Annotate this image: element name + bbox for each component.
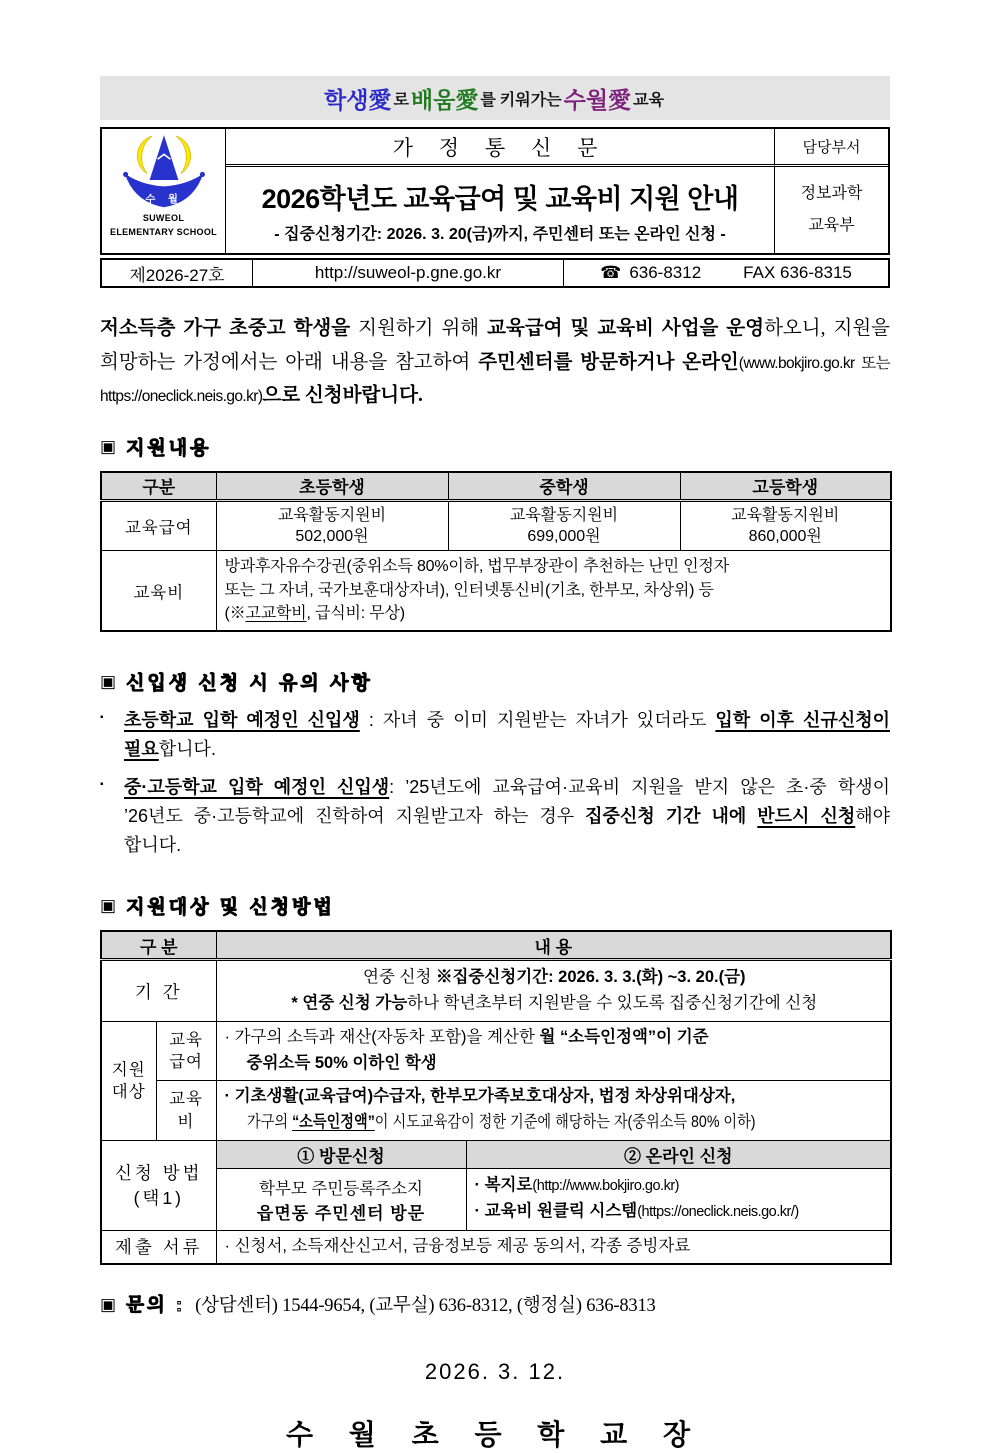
- visit-method-header: ① 방문신청: [216, 1140, 466, 1168]
- target-benefit-row: [101, 1022, 891, 1081]
- edu-fee-row: [101, 551, 891, 631]
- edu-fee-line3-pre: (※: [224, 604, 246, 622]
- b1-head: 초등학교 입학 예정인 신입생: [124, 709, 360, 730]
- edu-benefit-label: 교육급여: [101, 501, 216, 551]
- col-header-middle: 중학생: [448, 472, 680, 501]
- t2-line2-rest: 이 시도교육감이 정한 기준에 해당하는 자(중위소득 80% 이하): [374, 1113, 756, 1132]
- section-title-newcomers: 신입생 신청 시 유의 사항: [126, 672, 373, 694]
- target-benefit-line1: [225, 1025, 885, 1051]
- apply-table-header-row: [101, 931, 891, 960]
- edu-benefit-middle: [448, 501, 680, 551]
- edu-fee-description: [216, 551, 891, 631]
- document-number: 제2026-27호: [129, 265, 225, 285]
- visit-line1: 학부모 주민등록주소지: [259, 1179, 423, 1198]
- online-method-content: [466, 1168, 891, 1230]
- method-label-line2: (택1): [133, 1188, 184, 1209]
- online2-name: · 교육비 원클릭 시스템: [474, 1201, 638, 1220]
- period-line1-dates: ※집중신청기간: 2026. 3. 3.(화) ~3. 20.(금): [435, 968, 746, 987]
- sublabel-line2: 비: [177, 1112, 195, 1131]
- contact-numbers: (상담센터) 1544-9654, (교무실) 636-8312, (행정실) 636-8313: [195, 1296, 656, 1317]
- documents-label: 제출 서류: [101, 1230, 216, 1264]
- t1-line1-bold: 월 “소득인정액”이 기준: [539, 1028, 709, 1047]
- t1-line1-pre: · 가구의 소득과 재산(자동차 포함)을 계산한: [224, 1028, 540, 1047]
- apply-col-header-content: 내 용: [216, 931, 891, 960]
- section-heading-apply: [100, 892, 890, 919]
- notice-page: [100, 0, 890, 1453]
- target-fee-content: [216, 1081, 891, 1140]
- intro-paragraph: [100, 312, 890, 413]
- b2-em: 반드시 신청: [757, 806, 856, 827]
- page-title: 2026학년도 교육급여 및 교육비 지원 안내: [261, 183, 739, 214]
- logo-en-line1: SUWEOL: [142, 213, 185, 223]
- benefit-name: 교육활동지원비: [277, 507, 387, 525]
- visit-line2: 읍면동 주민센터 방문: [256, 1203, 426, 1223]
- slogan-connector-1: 로: [393, 91, 409, 109]
- section-marker-icon: ▣: [100, 436, 117, 456]
- logo-en-line2: ELEMENTARY SCHOOL: [110, 226, 217, 237]
- b2-bold: 집중신청 기간 내에: [585, 806, 758, 827]
- target-benefit-content: [216, 1022, 891, 1081]
- contact-line: [100, 1291, 890, 1317]
- section-marker-icon: ▣: [100, 671, 117, 691]
- apply-col-header-category: 구 분: [101, 931, 216, 960]
- t2-line2-underlined: “소득인정액”: [291, 1113, 375, 1132]
- phone-icon: ☎: [600, 263, 622, 282]
- intro-seg-5: 주민센터를 방문하거나 온라인: [478, 351, 739, 373]
- documents-content: · 신청서, 소득재산신고서, 금융정보등 제공 동의서, 각종 증빙자료: [216, 1230, 891, 1264]
- sublabel-line2: 급여: [169, 1053, 203, 1072]
- period-line2-star: *: [291, 993, 303, 1012]
- online-item-bokjiro: [475, 1173, 885, 1199]
- target-fee-row: [101, 1081, 891, 1140]
- edu-fee-line2: 또는 그 자녀, 국가보훈대상자녀), 인터넷통신비(기초, 한부모, 차상위) 등: [224, 581, 714, 599]
- logo-english-name: [110, 212, 217, 239]
- benefit-amount: 502,000원: [295, 528, 369, 546]
- method-header-row: [101, 1140, 891, 1168]
- benefit-name: 교육활동지원비: [509, 507, 619, 525]
- intro-seg-1: 저소득층 가구 초중고 학생을: [100, 318, 351, 339]
- b1-tail: 합니다.: [158, 738, 216, 759]
- school-emblem-icon: [116, 132, 212, 212]
- slogan-connector-2: 를 키워가는: [480, 91, 562, 109]
- b1-mid: : 자녀 중 이미 지원받는 자녀가 있더라도: [359, 709, 716, 730]
- dept-name-line2: 교육부: [808, 217, 855, 234]
- period-content: [216, 960, 891, 1022]
- notice-bullet-elementary-text: [124, 706, 890, 764]
- page-subtitle: - 집중신청기간: 2026. 3. 20(금)까지, 주민센터 또는 온라인 신청 -: [274, 225, 726, 243]
- online1-name: · 복지로: [474, 1176, 533, 1195]
- section-heading-newcomers: [100, 668, 890, 695]
- period-line2: [225, 991, 885, 1017]
- target-benefit-sublabel: [156, 1022, 216, 1081]
- benefit-name: 교육활동지원비: [731, 507, 840, 525]
- dept-name: [774, 167, 888, 253]
- b2-tail: 해야 합니다.: [124, 806, 891, 856]
- support-table-header-row: [101, 472, 891, 501]
- target-label-line2: 대상: [111, 1082, 146, 1101]
- t2-line2-pre: 가구의: [246, 1113, 292, 1132]
- school-fax: FAX 636-8315: [743, 263, 852, 282]
- edu-benefit-elementary: [216, 501, 448, 551]
- intro-seg-2: 지원하기 위해: [350, 318, 488, 339]
- edu-fee-line1: 방과후자유수강권(중위소득 80%이하, 법무부장관이 추천하는 난민 인정자: [224, 558, 729, 576]
- benefit-amount: 860,000원: [748, 528, 822, 546]
- col-header-elementary: 초등학생: [216, 472, 448, 501]
- sublabel-line1: 교육: [169, 1090, 203, 1109]
- principal-signature: 수 월 초 등 학 교 장: [285, 1419, 704, 1451]
- col-header-high: 고등학생: [680, 472, 891, 501]
- slogan-part-suweol: 수월愛: [563, 87, 632, 113]
- support-table: [100, 471, 892, 632]
- section-title-support: 지원내용: [126, 437, 212, 459]
- target-fee-sublabel: [156, 1081, 216, 1140]
- school-contacts: [563, 260, 888, 286]
- logo-korean-name: 수 월: [144, 194, 183, 206]
- document-type-title: 가 정 통 신 문: [226, 129, 774, 167]
- documents-row: [101, 1230, 891, 1264]
- notice-bullet-elementary: [100, 706, 890, 764]
- intro-seg-3: 교육급여 및 교육비 사업을 운영: [487, 318, 765, 339]
- period-line2-rest: 하나 학년초부터 지원받을 수 있도록 집중신청기간에 신청: [407, 993, 818, 1012]
- target-label-line1: 지원: [111, 1060, 146, 1079]
- edu-fee-line3-post: , 급식비: 무상): [306, 604, 405, 622]
- edu-fee-line3-underlined: 고교학비: [245, 604, 307, 622]
- section-heading-support: [100, 433, 890, 460]
- letterhead: [100, 127, 890, 255]
- contact-label: 문의 :: [126, 1294, 186, 1316]
- school-slogan-banner: [100, 76, 890, 120]
- school-website: http://suweol-p.gne.go.kr: [252, 260, 563, 286]
- dept-name-line1: 정보과학: [800, 185, 863, 202]
- edu-fee-label: 교육비: [101, 551, 216, 631]
- slogan-connector-3: 교육: [633, 91, 664, 109]
- method-label-line1: 신청 방법: [115, 1163, 203, 1184]
- square-bullet-icon: ▪: [100, 779, 104, 791]
- period-row: [101, 960, 891, 1022]
- b2-head: 중·고등학교 입학 예정인 신입생: [124, 777, 390, 798]
- section-title-apply: 지원대상 및 신청방법: [126, 896, 335, 918]
- title-cell: [226, 167, 774, 253]
- method-label: [101, 1140, 216, 1230]
- target-fee-line2: [225, 1110, 885, 1136]
- slogan-part-learning: 배움愛: [410, 87, 479, 113]
- online2-url: (https://oneclick.neis.go.kr/): [637, 1203, 799, 1220]
- apply-table: [100, 930, 892, 1265]
- visit-method-content: [216, 1168, 466, 1230]
- sublabel-line1: 교육: [169, 1031, 203, 1050]
- online-item-oneclick: [475, 1199, 885, 1225]
- target-label: [101, 1022, 156, 1140]
- b1-em: 입학 이후 신규신청이 필요: [124, 709, 890, 759]
- method-content-row: [101, 1168, 891, 1230]
- edu-benefit-high: [680, 501, 891, 551]
- edu-fee-line3: [225, 602, 887, 625]
- intro-seg-7: 으로 신청바랍니다.: [262, 385, 423, 407]
- b2-mid: : ’25년도에 교육급여·교육비 지원을 받지 않은 초·중 학생이 ’26년도 중·고등학교에 진학하여 지원받고자 하는 경우: [124, 777, 890, 827]
- target-fee-line1: · 기초생활(교육급여)수급자, 한부모가족보호대상자, 법정 차상위대상자,: [224, 1087, 736, 1106]
- intro-seg-4: 하오니, 지원을 희망하는 가정에서는 아래 내용을 참고하여: [100, 318, 891, 373]
- target-benefit-line2: 중위소득 50% 이하인 학생: [246, 1053, 437, 1072]
- benefit-amount: 699,000원: [527, 528, 601, 546]
- document-info-row: [100, 258, 890, 288]
- dept-label: 담당부서: [774, 129, 888, 167]
- period-line1: [225, 965, 885, 991]
- notice-bullet-secondary-text: [124, 773, 890, 859]
- notice-bullet-secondary: [100, 773, 890, 859]
- online-method-header: ② 온라인 신청: [466, 1140, 891, 1168]
- section-marker-icon: ▣: [100, 1294, 117, 1314]
- online1-url: (http://www.bokjiro.go.kr): [532, 1178, 679, 1195]
- period-label: 기 간: [101, 960, 216, 1022]
- edu-benefit-row: [101, 501, 891, 551]
- period-line2-bold: 연중 신청 가능: [302, 993, 408, 1012]
- slogan-part-students: 학생愛: [324, 87, 392, 113]
- square-bullet-icon: ▪: [100, 711, 104, 723]
- period-line1-pre: 연중 신청: [363, 968, 436, 987]
- school-logo: [102, 129, 226, 253]
- section-marker-icon: ▣: [100, 895, 117, 915]
- intro-urls: (www.bokjiro.go.kr 또는 https://oneclick.neis.go.kr): [100, 354, 890, 406]
- issue-date: 2026. 3. 12.: [424, 1359, 566, 1385]
- school-phone: 636-8312: [629, 263, 702, 282]
- col-header-category: 구분: [101, 472, 216, 501]
